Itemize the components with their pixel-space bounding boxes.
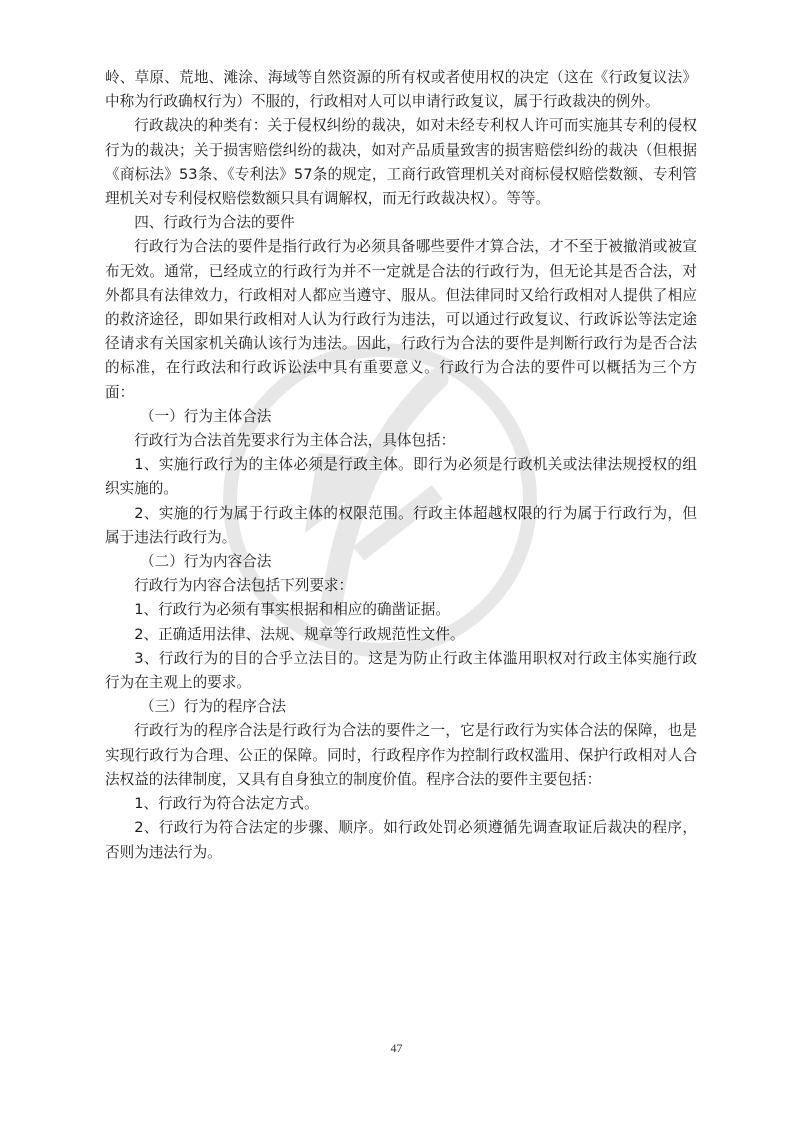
page-number: 47 — [390, 1041, 403, 1055]
paragraph: 行政裁决的种类有：关于侵权纠纷的裁决，如对未经专利权人许可而实施其专利的侵权行为的裁决；关于损害赔偿纠纷的裁决，如对产品质量致害的损害赔偿纠纷的裁决（但根据《商标法》53条、《专利法》57条的规定，工商行政管理机关对商标侵权赔偿数额、专利管理机关对专利侵权赔偿数额只具有调解权，而无行政裁决权）。等等。 — [105, 117, 697, 208]
paragraph: 1、实施行政行为的主体必须是行政主体。即行为必须是行政机关或法律法规授权的组织实施的。 — [105, 456, 697, 498]
paragraph: 1、行政行为符合法定方式。 — [134, 795, 319, 813]
paragraph: 行政行为合法的要件是指行政行为必须具备哪些要件才算合法，才不至于被撤消或被宣布无效。通常，已经成立的行政行为并不一定就是合法的行政行为，但无论其是否合法，对外都具有法律效力，行政相对人都应当遵守、服从。但法律同时又给行政相对人提供了相应的救济途径，即如果行政相对人认为行政行为违法，可以通过行政复议、行政诉讼等法定途径请求有关国家机关确认该行为违法。因此，行政行为合法的要件是判断行政行为是否合法的标准，在行政法和行政诉讼法中具有重要意义。行政行为合法的要件可以概括为三个方面： — [105, 238, 697, 401]
paragraph: 2、行政行为符合法定的步骤、顺序。如行政处罚必须遵循先调查取证后裁决的程序，否则为违法行为。 — [105, 819, 697, 861]
paragraph: 四、行政行为合法的要件 — [134, 214, 295, 232]
paragraph: 行政行为的程序合法是行政行为合法的要件之一，它是行政行为实体合法的保障，也是实现行政行为合理、公正的保障。同时，行政程序作为控制行政权滥用、保护行政相对人合法权益的法律制度，又具有自身独立的制度价值。程序合法的要件主要包括： — [105, 722, 697, 788]
paragraph: 2、正确适用法律、法规、规章等行政规范性文件。 — [134, 625, 465, 643]
section-subheading: （三）行为的程序合法 — [140, 698, 286, 716]
paragraph: 2、实施的行为属于行政主体的权限范围。行政主体超越权限的行为属于行政行为，但属于违法行政行为。 — [105, 504, 697, 546]
paragraph: 1、行政行为必须有事实根据和相应的确凿证据。 — [134, 601, 450, 619]
paragraph: 行政行为合法首先要求行为主体合法，具体包括： — [134, 432, 456, 450]
paragraph: 3、行政行为的目的合乎立法目的。这是为防止行政主体滥用职权对行政主体实施行政行为在主观上的要求。 — [105, 649, 697, 692]
paragraph: 岭、草原、荒地、滩涂、海域等自然资源的所有权或者使用权的决定（这在《行政复议法》中称为行政确权行为）不服的，行政相对人可以申请行政复议，属于行政裁决的例外。 — [105, 69, 697, 111]
document-body — [105, 66, 697, 865]
paragraph: 行政行为内容合法包括下列要求： — [134, 577, 354, 595]
section-subheading: （二）行为内容合法 — [140, 553, 272, 571]
section-subheading: （一）行为主体合法 — [140, 407, 272, 425]
